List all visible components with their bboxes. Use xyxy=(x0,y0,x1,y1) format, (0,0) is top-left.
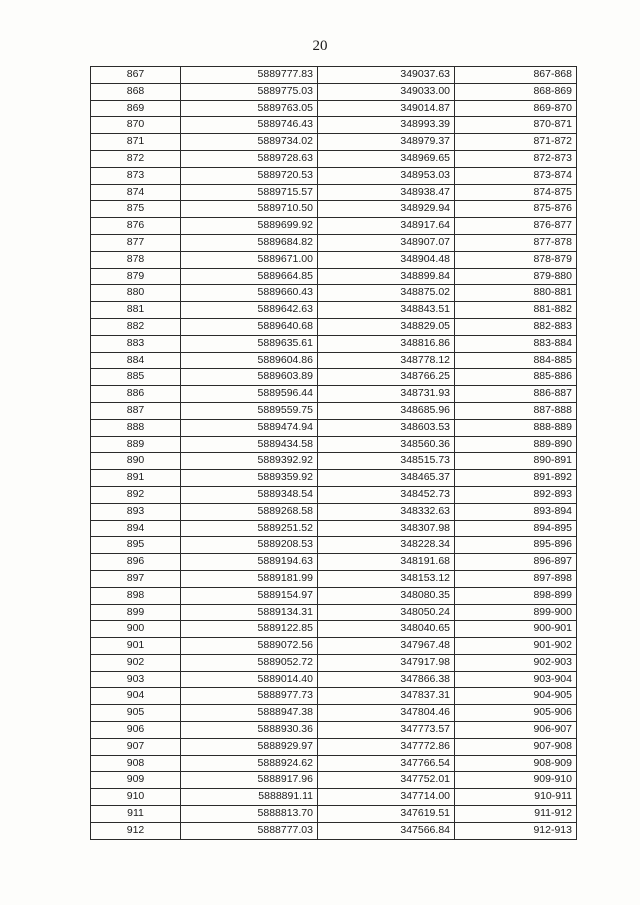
x-coordinate-cell: 5889775.03 xyxy=(181,83,318,100)
y-coordinate-cell: 348953.03 xyxy=(318,167,455,184)
point-number-cell: 881 xyxy=(91,302,181,319)
y-coordinate-cell: 349037.63 xyxy=(318,67,455,84)
segment-cell: 868-869 xyxy=(455,83,577,100)
y-coordinate-cell: 348993.39 xyxy=(318,117,455,134)
point-number-cell: 896 xyxy=(91,554,181,571)
y-coordinate-cell: 348938.47 xyxy=(318,184,455,201)
segment-cell: 875-876 xyxy=(455,201,577,218)
y-coordinate-cell: 348050.24 xyxy=(318,604,455,621)
x-coordinate-cell: 5888930.36 xyxy=(181,722,318,739)
segment-cell: 912-913 xyxy=(455,822,577,839)
table-row xyxy=(91,335,577,352)
point-number-cell: 901 xyxy=(91,638,181,655)
point-number-cell: 870 xyxy=(91,117,181,134)
y-coordinate-cell: 349033.00 xyxy=(318,83,455,100)
y-coordinate-cell: 348153.12 xyxy=(318,570,455,587)
segment-cell: 879-880 xyxy=(455,268,577,285)
table-row xyxy=(91,570,577,587)
table-row xyxy=(91,705,577,722)
x-coordinate-cell: 5889684.82 xyxy=(181,234,318,251)
y-coordinate-cell: 347772.86 xyxy=(318,738,455,755)
point-number-cell: 878 xyxy=(91,251,181,268)
table-row xyxy=(91,100,577,117)
segment-cell: 898-899 xyxy=(455,587,577,604)
segment-cell: 910-911 xyxy=(455,789,577,806)
segment-cell: 878-879 xyxy=(455,251,577,268)
x-coordinate-cell: 5888977.73 xyxy=(181,688,318,705)
segment-cell: 892-893 xyxy=(455,486,577,503)
point-number-cell: 903 xyxy=(91,671,181,688)
table-row xyxy=(91,621,577,638)
table-row xyxy=(91,638,577,655)
x-coordinate-cell: 5889134.31 xyxy=(181,604,318,621)
segment-cell: 889-890 xyxy=(455,436,577,453)
segment-cell: 896-897 xyxy=(455,554,577,571)
y-coordinate-cell: 348731.93 xyxy=(318,386,455,403)
point-number-cell: 892 xyxy=(91,486,181,503)
y-coordinate-cell: 348191.68 xyxy=(318,554,455,571)
table-row xyxy=(91,369,577,386)
point-number-cell: 898 xyxy=(91,587,181,604)
segment-cell: 891-892 xyxy=(455,470,577,487)
segment-cell: 904-905 xyxy=(455,688,577,705)
point-number-cell: 882 xyxy=(91,318,181,335)
segment-cell: 871-872 xyxy=(455,134,577,151)
y-coordinate-cell: 347752.01 xyxy=(318,772,455,789)
x-coordinate-cell: 5888777.03 xyxy=(181,822,318,839)
point-number-cell: 895 xyxy=(91,537,181,554)
point-number-cell: 911 xyxy=(91,806,181,823)
y-coordinate-cell: 347967.48 xyxy=(318,638,455,655)
x-coordinate-cell: 5889596.44 xyxy=(181,386,318,403)
y-coordinate-cell: 347866.38 xyxy=(318,671,455,688)
table-row xyxy=(91,587,577,604)
x-coordinate-cell: 5888891.11 xyxy=(181,789,318,806)
x-coordinate-cell: 5889348.54 xyxy=(181,486,318,503)
x-coordinate-cell: 5889671.00 xyxy=(181,251,318,268)
segment-cell: 887-888 xyxy=(455,402,577,419)
table-row xyxy=(91,755,577,772)
point-number-cell: 880 xyxy=(91,285,181,302)
y-coordinate-cell: 348899.84 xyxy=(318,268,455,285)
segment-cell: 895-896 xyxy=(455,537,577,554)
table-row xyxy=(91,201,577,218)
x-coordinate-cell: 5889392.92 xyxy=(181,453,318,470)
segment-cell: 869-870 xyxy=(455,100,577,117)
x-coordinate-cell: 5889699.92 xyxy=(181,218,318,235)
segment-cell: 884-885 xyxy=(455,352,577,369)
y-coordinate-cell: 348080.35 xyxy=(318,587,455,604)
point-number-cell: 879 xyxy=(91,268,181,285)
point-number-cell: 893 xyxy=(91,503,181,520)
point-number-cell: 873 xyxy=(91,167,181,184)
y-coordinate-cell: 347714.00 xyxy=(318,789,455,806)
segment-cell: 872-873 xyxy=(455,150,577,167)
y-coordinate-cell: 347766.54 xyxy=(318,755,455,772)
x-coordinate-cell: 5889603.89 xyxy=(181,369,318,386)
y-coordinate-cell: 347837.31 xyxy=(318,688,455,705)
y-coordinate-cell: 348040.65 xyxy=(318,621,455,638)
y-coordinate-cell: 348465.37 xyxy=(318,470,455,487)
y-coordinate-cell: 348603.53 xyxy=(318,419,455,436)
table-row xyxy=(91,83,577,100)
point-number-cell: 909 xyxy=(91,772,181,789)
point-number-cell: 876 xyxy=(91,218,181,235)
x-coordinate-cell: 5888924.62 xyxy=(181,755,318,772)
point-number-cell: 889 xyxy=(91,436,181,453)
point-number-cell: 886 xyxy=(91,386,181,403)
point-number-cell: 894 xyxy=(91,520,181,537)
segment-cell: 905-906 xyxy=(455,705,577,722)
x-coordinate-cell: 5889359.92 xyxy=(181,470,318,487)
table-row xyxy=(91,150,577,167)
table-row xyxy=(91,234,577,251)
table-row xyxy=(91,402,577,419)
point-number-cell: 877 xyxy=(91,234,181,251)
x-coordinate-cell: 5889710.50 xyxy=(181,201,318,218)
segment-cell: 877-878 xyxy=(455,234,577,251)
table-row xyxy=(91,453,577,470)
table-row xyxy=(91,554,577,571)
x-coordinate-cell: 5889268.58 xyxy=(181,503,318,520)
x-coordinate-cell: 5889720.53 xyxy=(181,167,318,184)
segment-cell: 901-902 xyxy=(455,638,577,655)
segment-cell: 890-891 xyxy=(455,453,577,470)
x-coordinate-cell: 5889660.43 xyxy=(181,285,318,302)
y-coordinate-cell: 348829.05 xyxy=(318,318,455,335)
table-row xyxy=(91,218,577,235)
y-coordinate-cell: 348904.48 xyxy=(318,251,455,268)
table-row xyxy=(91,772,577,789)
table-row xyxy=(91,604,577,621)
point-number-cell: 899 xyxy=(91,604,181,621)
segment-cell: 885-886 xyxy=(455,369,577,386)
table-row xyxy=(91,738,577,755)
segment-cell: 882-883 xyxy=(455,318,577,335)
x-coordinate-cell: 5889635.61 xyxy=(181,335,318,352)
segment-cell: 906-907 xyxy=(455,722,577,739)
point-number-cell: 910 xyxy=(91,789,181,806)
table-row xyxy=(91,386,577,403)
x-coordinate-cell: 5888917.96 xyxy=(181,772,318,789)
y-coordinate-cell: 347917.98 xyxy=(318,654,455,671)
point-number-cell: 902 xyxy=(91,654,181,671)
table-row xyxy=(91,318,577,335)
segment-cell: 873-874 xyxy=(455,167,577,184)
page-number: 20 xyxy=(312,38,328,54)
segment-cell: 880-881 xyxy=(455,285,577,302)
point-number-cell: 890 xyxy=(91,453,181,470)
point-number-cell: 906 xyxy=(91,722,181,739)
y-coordinate-cell: 348685.96 xyxy=(318,402,455,419)
point-number-cell: 874 xyxy=(91,184,181,201)
table-row xyxy=(91,822,577,839)
segment-cell: 902-903 xyxy=(455,654,577,671)
y-coordinate-cell: 348816.86 xyxy=(318,335,455,352)
point-number-cell: 904 xyxy=(91,688,181,705)
point-number-cell: 907 xyxy=(91,738,181,755)
x-coordinate-cell: 5889664.85 xyxy=(181,268,318,285)
segment-cell: 870-871 xyxy=(455,117,577,134)
y-coordinate-cell: 348843.51 xyxy=(318,302,455,319)
point-number-cell: 908 xyxy=(91,755,181,772)
x-coordinate-cell: 5889014.40 xyxy=(181,671,318,688)
segment-cell: 907-908 xyxy=(455,738,577,755)
point-number-cell: 884 xyxy=(91,352,181,369)
table-row xyxy=(91,520,577,537)
y-coordinate-cell: 348778.12 xyxy=(318,352,455,369)
point-number-cell: 912 xyxy=(91,822,181,839)
segment-cell: 867-868 xyxy=(455,67,577,84)
y-coordinate-cell: 348228.34 xyxy=(318,537,455,554)
x-coordinate-cell: 5889194.63 xyxy=(181,554,318,571)
table-row xyxy=(91,806,577,823)
y-coordinate-cell: 348307.98 xyxy=(318,520,455,537)
point-number-cell: 905 xyxy=(91,705,181,722)
x-coordinate-cell: 5889181.99 xyxy=(181,570,318,587)
table-row xyxy=(91,167,577,184)
x-coordinate-cell: 5889072.56 xyxy=(181,638,318,655)
x-coordinate-cell: 5888947.38 xyxy=(181,705,318,722)
segment-cell: 903-904 xyxy=(455,671,577,688)
x-coordinate-cell: 5889052.72 xyxy=(181,654,318,671)
segment-cell: 899-900 xyxy=(455,604,577,621)
y-coordinate-cell: 347619.51 xyxy=(318,806,455,823)
segment-cell: 894-895 xyxy=(455,520,577,537)
y-coordinate-cell: 348560.36 xyxy=(318,436,455,453)
segment-cell: 893-894 xyxy=(455,503,577,520)
segment-cell: 888-889 xyxy=(455,419,577,436)
x-coordinate-cell: 5889728.63 xyxy=(181,150,318,167)
segment-cell: 897-898 xyxy=(455,570,577,587)
segment-cell: 908-909 xyxy=(455,755,577,772)
x-coordinate-cell: 5889474.94 xyxy=(181,419,318,436)
x-coordinate-cell: 5889251.52 xyxy=(181,520,318,537)
table-row xyxy=(91,688,577,705)
table-row xyxy=(91,503,577,520)
table-row xyxy=(91,789,577,806)
table-row xyxy=(91,537,577,554)
segment-cell: 909-910 xyxy=(455,772,577,789)
table-row xyxy=(91,67,577,84)
point-number-cell: 897 xyxy=(91,570,181,587)
x-coordinate-cell: 5889559.75 xyxy=(181,402,318,419)
x-coordinate-cell: 5888929.97 xyxy=(181,738,318,755)
y-coordinate-cell: 348969.65 xyxy=(318,150,455,167)
x-coordinate-cell: 5889763.05 xyxy=(181,100,318,117)
point-number-cell: 885 xyxy=(91,369,181,386)
point-number-cell: 883 xyxy=(91,335,181,352)
table-row xyxy=(91,251,577,268)
segment-cell: 883-884 xyxy=(455,335,577,352)
segment-cell: 886-887 xyxy=(455,386,577,403)
x-coordinate-cell: 5889604.86 xyxy=(181,352,318,369)
x-coordinate-cell: 5889746.43 xyxy=(181,117,318,134)
table-row xyxy=(91,722,577,739)
x-coordinate-cell: 5889434.58 xyxy=(181,436,318,453)
point-number-cell: 869 xyxy=(91,100,181,117)
point-number-cell: 900 xyxy=(91,621,181,638)
y-coordinate-cell: 348766.25 xyxy=(318,369,455,386)
x-coordinate-cell: 5889734.02 xyxy=(181,134,318,151)
y-coordinate-cell: 348452.73 xyxy=(318,486,455,503)
x-coordinate-cell: 5889154.97 xyxy=(181,587,318,604)
x-coordinate-cell: 5888813.70 xyxy=(181,806,318,823)
y-coordinate-cell: 348332.63 xyxy=(318,503,455,520)
table-row xyxy=(91,470,577,487)
segment-cell: 900-901 xyxy=(455,621,577,638)
point-number-cell: 875 xyxy=(91,201,181,218)
segment-cell: 911-912 xyxy=(455,806,577,823)
table-row xyxy=(91,117,577,134)
table-row xyxy=(91,352,577,369)
table-row xyxy=(91,268,577,285)
y-coordinate-cell: 348907.07 xyxy=(318,234,455,251)
coordinates-table xyxy=(90,66,577,840)
x-coordinate-cell: 5889122.85 xyxy=(181,621,318,638)
x-coordinate-cell: 5889640.68 xyxy=(181,318,318,335)
table-row xyxy=(91,134,577,151)
table-row xyxy=(91,184,577,201)
point-number-cell: 891 xyxy=(91,470,181,487)
y-coordinate-cell: 349014.87 xyxy=(318,100,455,117)
table-row xyxy=(91,654,577,671)
point-number-cell: 871 xyxy=(91,134,181,151)
segment-cell: 874-875 xyxy=(455,184,577,201)
y-coordinate-cell: 348979.37 xyxy=(318,134,455,151)
table-row xyxy=(91,671,577,688)
x-coordinate-cell: 5889715.57 xyxy=(181,184,318,201)
table-row xyxy=(91,285,577,302)
y-coordinate-cell: 348929.94 xyxy=(318,201,455,218)
y-coordinate-cell: 347804.46 xyxy=(318,705,455,722)
y-coordinate-cell: 347566.84 xyxy=(318,822,455,839)
point-number-cell: 867 xyxy=(91,67,181,84)
x-coordinate-cell: 5889642.63 xyxy=(181,302,318,319)
x-coordinate-cell: 5889208.53 xyxy=(181,537,318,554)
point-number-cell: 887 xyxy=(91,402,181,419)
segment-cell: 876-877 xyxy=(455,218,577,235)
table-row xyxy=(91,302,577,319)
point-number-cell: 872 xyxy=(91,150,181,167)
point-number-cell: 868 xyxy=(91,83,181,100)
y-coordinate-cell: 348875.02 xyxy=(318,285,455,302)
coordinates-table-body xyxy=(91,67,577,840)
segment-cell: 881-882 xyxy=(455,302,577,319)
x-coordinate-cell: 5889777.83 xyxy=(181,67,318,84)
point-number-cell: 888 xyxy=(91,419,181,436)
y-coordinate-cell: 348917.64 xyxy=(318,218,455,235)
y-coordinate-cell: 347773.57 xyxy=(318,722,455,739)
table-row xyxy=(91,419,577,436)
y-coordinate-cell: 348515.73 xyxy=(318,453,455,470)
table-row xyxy=(91,436,577,453)
table-row xyxy=(91,486,577,503)
